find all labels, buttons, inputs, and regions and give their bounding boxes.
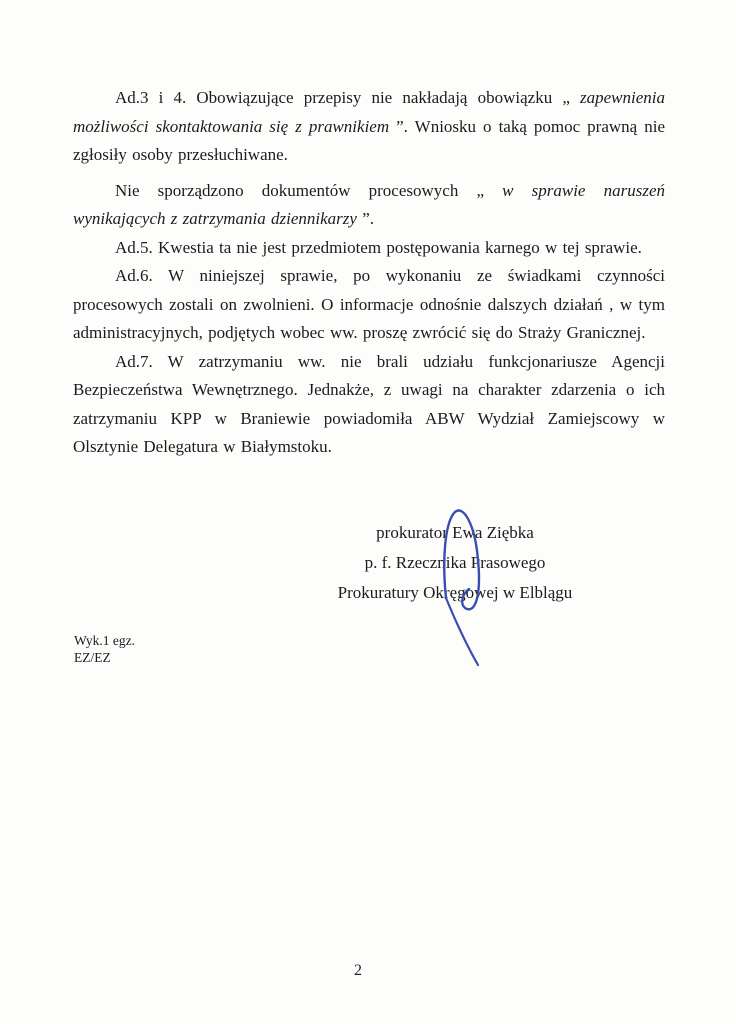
quoted-italic-text: zapewnienia możliwości skontaktowania się z prawnikiem <box>73 88 665 136</box>
page-number: 2 <box>354 962 362 979</box>
signatory-name-line: prokurator Ewa Ziębka <box>376 523 534 542</box>
quoted-italic-text: w sprawie naruszeń wynikających z zatrzymania dziennikarzy <box>73 180 665 228</box>
paragraph-ad3-4 <box>73 84 665 170</box>
paragraph-ad7 <box>73 348 665 462</box>
paragraph-text: Ad.7. W zatrzymaniu ww. nie brali udziału funkcjonariusze Agencji Bezpieczeństwa Wewnętrznego. Jednakże, z uwagi na charakter zdarzenia o ich zatrzymaniu KPP w Braniewie powiadomiła ABW Wydział Zamiejscowy w Olsztynie Delegatura w Białymstoku. <box>73 351 665 456</box>
signature-tail-stroke <box>446 598 478 665</box>
paragraph-text: ”. Wniosku o taką pomoc prawną nie zgłosiły osoby przesłuchiwane. <box>73 116 665 164</box>
letter-body <box>73 84 665 462</box>
signatory-title-line: p. f. Rzecznika Prasowego <box>364 553 546 572</box>
paragraph-no-documents <box>73 177 665 234</box>
paragraph-ad6 <box>73 262 665 348</box>
paragraph-text: Nie sporządzono dokumentów procesowych „ <box>115 180 503 200</box>
paragraph-ad5 <box>73 234 665 263</box>
initials-line: EZ/EZ <box>74 650 111 665</box>
signatory-office-line: Prokuratury Okręgowej w Elblągu <box>337 583 573 602</box>
copies-note <box>74 632 135 666</box>
signature-block <box>320 518 590 608</box>
paragraph-text: Ad.6. W niniejszej sprawie, po wykonaniu ze świadkami czynności procesowych zostali on zwolnieni. O informacje odnośnie dalszych działań , w tym administracyjnych, podjętych wobec ww. proszę zwrócić się do Straży Granicznej. <box>73 266 665 342</box>
paragraph-text: Ad.3 i 4. Obowiązujące przepisy nie nakładają obowiązku „ <box>115 88 580 107</box>
paragraph-text: Ad.5. Kwestia ta nie jest przedmiotem postępowania karnego w tej sprawie. <box>115 237 642 257</box>
copies-count-line: Wyk.1 egz. <box>74 633 136 648</box>
paragraph-text: ”. <box>362 209 374 228</box>
